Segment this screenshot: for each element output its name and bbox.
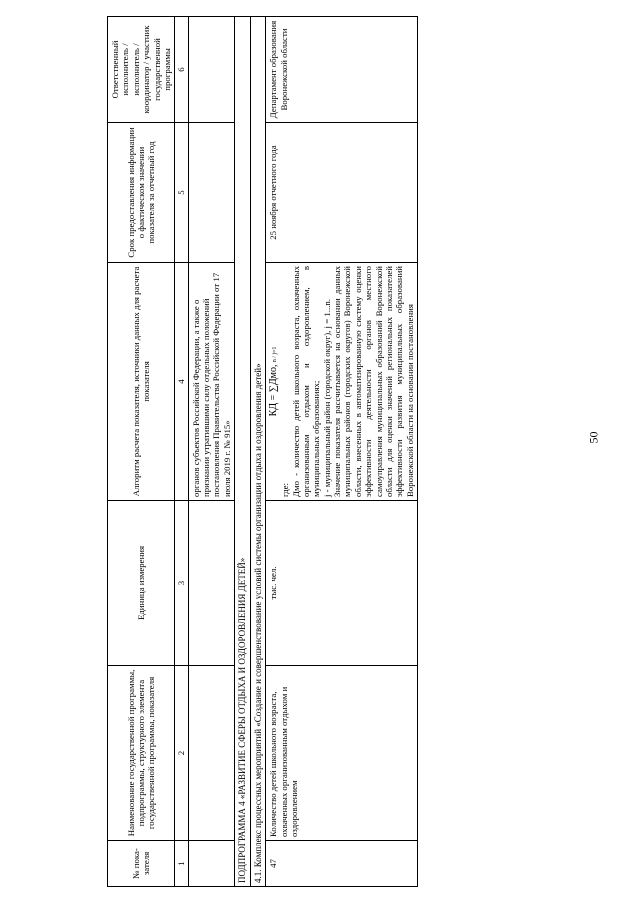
col-header-num: № пока-зателя [108, 841, 175, 887]
indicator-unit: тыс. чел. [266, 501, 418, 666]
indicator-name: Количество детей школьного возраста, охваченных организованным отдыхом и оздоровлением [266, 666, 418, 841]
formula-text: КД = ∑Дмо, [268, 364, 280, 417]
indicators-table [107, 16, 418, 887]
formula-desc-2: j - муниципальный район (городской округ), j = 1...n. [321, 299, 332, 497]
continuation-row [188, 17, 235, 887]
col-header-unit: Единица измерения [108, 501, 175, 666]
process-row [250, 17, 266, 887]
column-numbers-row [175, 17, 188, 887]
formula-desc-1: Дмо - количество детей школьного возраста, охваченных организованным отдыхом и оздоровлением, в муниципальных образованиях; [290, 266, 322, 497]
row-number: 47 [266, 841, 418, 887]
header-row [108, 17, 175, 887]
col-number: 2 [175, 666, 188, 841]
formula-desc-3: Значение показателя рассчитывается на основании данных муниципальных районов (городских округов) Воронежской области, внесенных в автоматизированную систему оценки эффективности деятельности органов местного самоуправления муниципальных образований Воронежской области для оценки значений региональных показателей эффективности развития муниципальных образований Воронежской области на основании постановления [332, 266, 415, 497]
formula [268, 266, 280, 497]
col-header-responsible: Ответственный исполнитель / исполнитель / координатор / участник государственной программы [108, 17, 175, 123]
indicator-algorithm [266, 263, 418, 501]
continuation-text: органов субъектов Российской Федерации, а также о признании утратившими силу отдельных положений постановления Правительства Российской Федерации от 17 июля 2019 г. № 915» [188, 263, 235, 501]
col-header-name: Наименование государственной программы, подпрограммы, структурного элемента государственной программы, показателя [108, 666, 175, 841]
page-number: 50 [586, 431, 601, 444]
formula-where: где: [280, 483, 291, 497]
col-number: 5 [175, 123, 188, 263]
formula-limits: n / j=1 [272, 346, 279, 363]
table-row [266, 17, 418, 887]
subprogram-title: ПОДПРОГРАММА 4 «РАЗВИТИЕ СФЕРЫ ОТДЫХА И ОЗДОРОВЛЕНИЯ ДЕТЕЙ» [235, 17, 251, 887]
col-header-deadline: Срок предоставления информации о фактическом значении показателя за отчетный год [108, 123, 175, 263]
indicator-responsible: Департамент образования Воронежской области [266, 17, 418, 123]
subprogram-row [235, 17, 251, 887]
process-title: 4.1. Комплекс процессных мероприятий «Создание и совершенствование условий системы организации отдыха и оздоровления детей» [250, 17, 266, 887]
col-number: 6 [175, 17, 188, 123]
rotated-table-container [107, 17, 567, 887]
col-number: 3 [175, 501, 188, 666]
col-header-algorithm: Алгоритм расчета показателя, источники данных для расчета показателя [108, 263, 175, 501]
col-number: 4 [175, 263, 188, 501]
indicator-deadline: 25 ноября отчетного года [266, 123, 418, 263]
col-number: 1 [175, 841, 188, 887]
